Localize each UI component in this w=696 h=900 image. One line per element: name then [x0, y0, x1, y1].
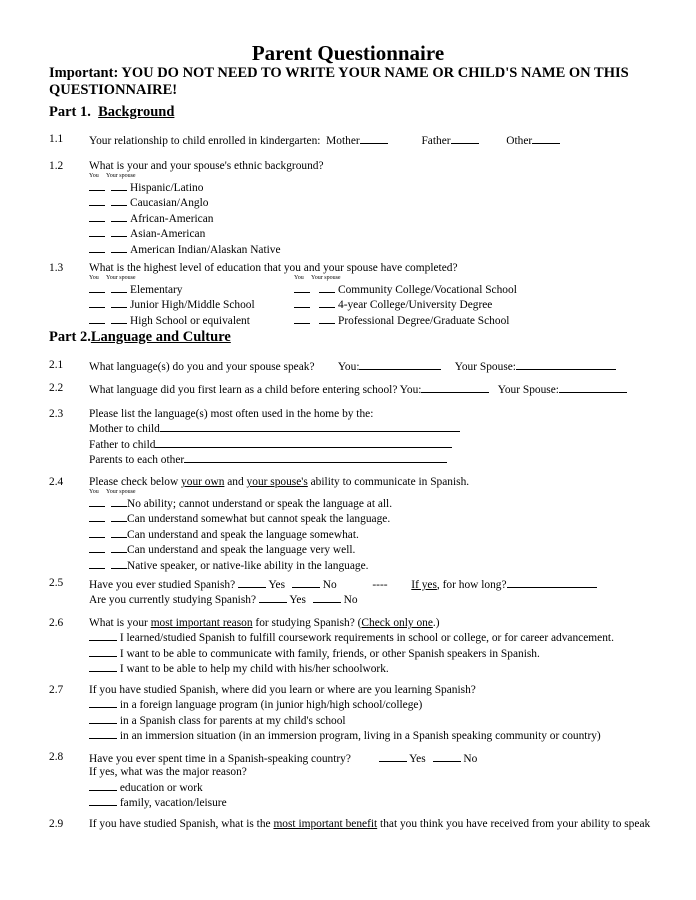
you-label: You:: [337, 361, 360, 373]
spouse-check-blank[interactable]: [111, 558, 127, 569]
spouse-check-blank[interactable]: [111, 496, 127, 507]
q2-7: [89, 684, 601, 744]
ethnic-option: [89, 242, 281, 257]
option-label: I want to be able to help my child with his/her schoolwork.: [119, 663, 389, 676]
q2-4-options: [89, 496, 392, 573]
q2-5-number: 2.5: [49, 577, 64, 589]
spouse-label: Your Spouse:: [454, 361, 516, 373]
option-label: High School or equivalent: [130, 314, 250, 327]
q2-1-number: 2.1: [49, 359, 64, 371]
q2-3-line-parents: Parents to each other: [89, 452, 460, 467]
part2-heading: [49, 329, 231, 346]
country-yes-blank[interactable]: [379, 751, 407, 762]
you-check-blank[interactable]: [89, 511, 105, 522]
q2-9-text: [89, 818, 650, 830]
you-check-blank[interactable]: [89, 195, 105, 206]
option-label: family, vacation/leisure: [119, 797, 227, 810]
spouse-check-blank[interactable]: [111, 282, 127, 293]
option-label: Junior High/Middle School: [130, 299, 255, 312]
q1-3-number: 1.3: [49, 262, 64, 274]
q2-9-post: that you think you have received from your ability to speak: [377, 818, 651, 830]
ethnic-option: [89, 211, 281, 226]
q2-8-text: Have you ever spent time in a Spanish-speaking country?: [89, 753, 351, 765]
q2-9-number: 2.9: [49, 818, 64, 830]
q2-6: [89, 617, 614, 677]
reason-option: [89, 646, 614, 661]
country-no-blank[interactable]: [433, 751, 461, 762]
you-check-blank[interactable]: [89, 180, 105, 191]
spouse-check-blank[interactable]: [319, 313, 335, 324]
education-left-option: [89, 313, 255, 328]
q2-4-underline-own: your own: [181, 476, 225, 488]
ethnic-option: [89, 180, 281, 195]
check-blank[interactable]: [89, 795, 117, 806]
yes-label: Yes: [409, 753, 426, 765]
you-check-blank[interactable]: [294, 297, 310, 308]
part2-title: Language and Culture: [90, 329, 231, 345]
option-label: Asian-American: [130, 228, 206, 241]
travel-reason-option: [89, 780, 477, 795]
education-left-option: [89, 282, 255, 297]
option-label: in a foreign language program (in junior high/high school/college): [119, 699, 423, 712]
q2-7-text: If you have studied Spanish, where did you learn or where are you learning Spanish?: [89, 684, 476, 696]
education-right-option: [294, 282, 517, 297]
education-left-option: [89, 297, 255, 312]
q2-3: [89, 408, 460, 468]
q2-8: [89, 751, 477, 811]
you-check-blank[interactable]: [89, 558, 105, 569]
part1-title: Background: [98, 104, 175, 120]
option-label: Can understand somewhat but cannot speak the language.: [127, 513, 391, 526]
option-label: education or work: [119, 781, 203, 794]
spouse-check-blank[interactable]: [111, 226, 127, 237]
q2-6-mid: for studying Spanish? (: [252, 617, 362, 629]
option-label: Caucasian/Anglo: [130, 197, 209, 210]
q2-4-pre: Please check below: [89, 476, 182, 488]
spanish-ability-option: [89, 511, 392, 526]
no-label: No: [322, 579, 337, 591]
where-learned-option: [89, 728, 601, 743]
spouse-label: Your Spouse:: [497, 384, 559, 396]
option-label: Can understand and speak the language somewhat.: [127, 528, 359, 541]
label-you: You: [89, 489, 99, 495]
option-label: Hispanic/Latino: [130, 182, 204, 194]
education-right-option: [294, 297, 517, 312]
check-blank[interactable]: [89, 630, 117, 641]
option-label: Community College/Vocational School: [338, 284, 517, 296]
q2-9-pre: If you have studied Spanish, what is the: [89, 818, 274, 830]
reason-option: [89, 630, 614, 645]
you-check-blank[interactable]: [89, 527, 105, 538]
option-label: I want to be able to communicate with family, friends, or other Spanish speakers in Spanish.: [119, 647, 540, 660]
you-check-blank[interactable]: [89, 496, 105, 507]
spouse-check-blank[interactable]: [111, 195, 127, 206]
q2-1-spouse-input[interactable]: [516, 359, 616, 370]
q1-3-col-labels-right: [294, 275, 341, 281]
mother-to-child-input[interactable]: [160, 421, 460, 432]
option-other: Other: [506, 135, 533, 147]
q1-2-number: 1.2: [49, 160, 64, 172]
q1-3-left-options: [89, 282, 255, 328]
q1-1-number: 1.1: [49, 133, 64, 145]
you-check-blank[interactable]: [89, 542, 105, 553]
q2-3-number: 2.3: [49, 408, 64, 420]
q2-6-underline-reason: most important reason: [150, 617, 253, 629]
spouse-check-blank[interactable]: [111, 211, 127, 222]
q2-2: [89, 382, 627, 396]
reason-option: [89, 661, 614, 676]
q2-6-options: [89, 630, 614, 676]
mother-blank[interactable]: [360, 133, 388, 144]
q2-7-number: 2.7: [49, 684, 64, 696]
q2-6-pre: What is your: [89, 617, 151, 629]
label-you: You: [89, 173, 99, 179]
q2-6-underline-check: Check only one: [361, 617, 433, 629]
spouse-check-blank[interactable]: [111, 242, 127, 253]
q2-8-options: [89, 780, 477, 811]
spouse-check-blank[interactable]: [111, 527, 127, 538]
spouse-check-blank[interactable]: [319, 297, 335, 308]
q2-8-followup: If yes, what was the major reason?: [89, 766, 247, 779]
education-right-option: [294, 313, 517, 328]
father-to-child-input[interactable]: [155, 437, 452, 448]
you-check-blank[interactable]: [294, 313, 310, 324]
option-label: Can understand and speak the language very well.: [127, 544, 356, 557]
part1-label: Part 1.: [49, 104, 91, 120]
label-spouse: Your spouse: [106, 173, 136, 179]
option-label: No ability; cannot understand or speak the language at all.: [127, 498, 393, 510]
option-label: 4-year College/University Degree: [338, 299, 493, 312]
q2-9-underline-benefit: most important benefit: [273, 818, 378, 830]
q2-1-text: What language(s) do you and your spouse speak?: [89, 361, 315, 373]
q2-6-post: .): [432, 617, 440, 629]
q1-2-text: What is your and your spouse's ethnic background?: [89, 160, 324, 172]
q2-4-text: [89, 476, 469, 488]
if-yes-underlined: If yes: [411, 579, 437, 591]
q2-6-number: 2.6: [49, 617, 64, 629]
check-blank[interactable]: [89, 646, 117, 657]
option-label: Elementary: [130, 284, 183, 296]
label-spouse: Your spouse: [106, 275, 136, 281]
check-blank[interactable]: [89, 780, 117, 791]
q1-1: [89, 133, 560, 147]
yes-label: Yes: [289, 594, 306, 607]
where-learned-option: [89, 713, 601, 728]
currently-yes-blank[interactable]: [259, 592, 287, 603]
spanish-ability-option: [89, 496, 392, 511]
option-label: African-American: [130, 212, 214, 225]
check-blank[interactable]: [89, 661, 117, 672]
q2-2-text: What language did you first learn as a child before entering school? You:: [89, 384, 422, 396]
q2-5: [89, 577, 597, 608]
yes-label: Yes: [268, 579, 286, 591]
check-blank[interactable]: [89, 728, 117, 739]
q1-2-options: [89, 180, 281, 257]
q2-7-options: [89, 697, 601, 743]
studied-no-blank[interactable]: [292, 577, 320, 588]
spanish-ability-option: [89, 527, 392, 542]
ethnic-option: [89, 195, 281, 210]
label-you: You: [89, 275, 99, 281]
q2-4-post: ability to communicate in Spanish.: [307, 476, 470, 488]
label-spouse: Your spouse: [311, 275, 341, 281]
q2-2-number: 2.2: [49, 382, 64, 394]
option-label: in an immersion situation (in an immersion program, living in a Spanish speaking community or country): [119, 730, 601, 743]
option-father: Father: [421, 135, 451, 147]
q2-5-text1: Have you ever studied Spanish?: [89, 579, 236, 591]
spanish-ability-option: [89, 542, 392, 557]
page-title: Parent Questionnaire: [251, 41, 445, 65]
no-label: No: [463, 753, 478, 765]
you-check-blank[interactable]: [89, 211, 105, 222]
spouse-check-blank[interactable]: [111, 297, 127, 308]
q2-2-spouse-input[interactable]: [559, 382, 627, 393]
currently-no-blank[interactable]: [313, 592, 341, 603]
option-label: Native speaker, or native-like ability in the language.: [127, 559, 369, 572]
q1-3-right-options: [294, 282, 517, 328]
q1-1-text: Your relationship to child enrolled in kindergarten:: [89, 135, 321, 147]
q2-3-line-father: Father to child: [89, 437, 460, 452]
q2-3-text: Please list the language(s) most often used in the home by the:: [89, 408, 374, 420]
q2-4-underline-spouse: your spouse's: [246, 476, 308, 488]
q2-5-text2: Are you currently studying Spanish?: [89, 594, 257, 607]
option-mother: Mother: [326, 135, 360, 147]
parents-to-each-other-input[interactable]: [184, 452, 447, 463]
you-check-blank[interactable]: [89, 297, 105, 308]
ethnic-option: [89, 226, 281, 241]
studied-yes-blank[interactable]: [238, 577, 266, 588]
q1-2-col-labels: [89, 173, 136, 179]
part1-heading: [49, 104, 174, 121]
spouse-check-blank[interactable]: [111, 180, 127, 191]
q1-3-col-labels-left: [89, 275, 136, 281]
q2-4-number: 2.4: [49, 476, 64, 488]
check-blank[interactable]: [89, 697, 117, 708]
q2-3-line-mother: Mother to child: [89, 421, 460, 436]
q2-2-you-input[interactable]: [421, 382, 489, 393]
part2-label: Part 2.: [49, 329, 91, 345]
q1-3-text: What is the highest level of education that you and your spouse have completed?: [89, 262, 458, 274]
father-blank[interactable]: [451, 133, 479, 144]
you-check-blank[interactable]: [294, 282, 310, 293]
spouse-check-blank[interactable]: [319, 282, 335, 293]
dashes: ----: [372, 579, 388, 591]
other-blank[interactable]: [532, 133, 560, 144]
travel-reason-option: [89, 795, 477, 810]
no-label: No: [343, 594, 358, 607]
spouse-check-blank[interactable]: [111, 313, 127, 324]
label-spouse: Your spouse: [106, 489, 136, 495]
option-label: in a Spanish class for parents at my child's school: [119, 714, 346, 727]
q2-4-col-labels: [89, 489, 136, 495]
how-long-text: , for how long?: [436, 579, 507, 591]
spouse-check-blank[interactable]: [111, 511, 127, 522]
q2-1-you-input[interactable]: [359, 359, 441, 370]
spouse-check-blank[interactable]: [111, 542, 127, 553]
q2-1: [89, 359, 616, 373]
option-label: Professional Degree/Graduate School: [338, 314, 510, 327]
q2-4-mid: and: [224, 476, 247, 488]
option-label: American Indian/Alaskan Native: [130, 243, 281, 256]
where-learned-option: [89, 697, 601, 712]
you-check-blank[interactable]: [89, 226, 105, 237]
option-label: I learned/studied Spanish to fulfill coursework requirements in school or college, or for career advancement.: [119, 632, 614, 645]
check-blank[interactable]: [89, 713, 117, 724]
important-notice: Important: YOU DO NOT NEED TO WRITE YOUR NAME OR CHILD'S NAME ON THIS QUESTIONNAIRE!: [49, 65, 629, 98]
q2-8-number: 2.8: [49, 751, 64, 763]
spanish-ability-option: [89, 558, 392, 573]
how-long-input[interactable]: [507, 577, 597, 588]
q2-6-text: [89, 617, 614, 630]
you-check-blank[interactable]: [89, 282, 105, 293]
you-check-blank[interactable]: [89, 242, 105, 253]
label-you: You: [294, 275, 304, 281]
you-check-blank[interactable]: [89, 313, 105, 324]
